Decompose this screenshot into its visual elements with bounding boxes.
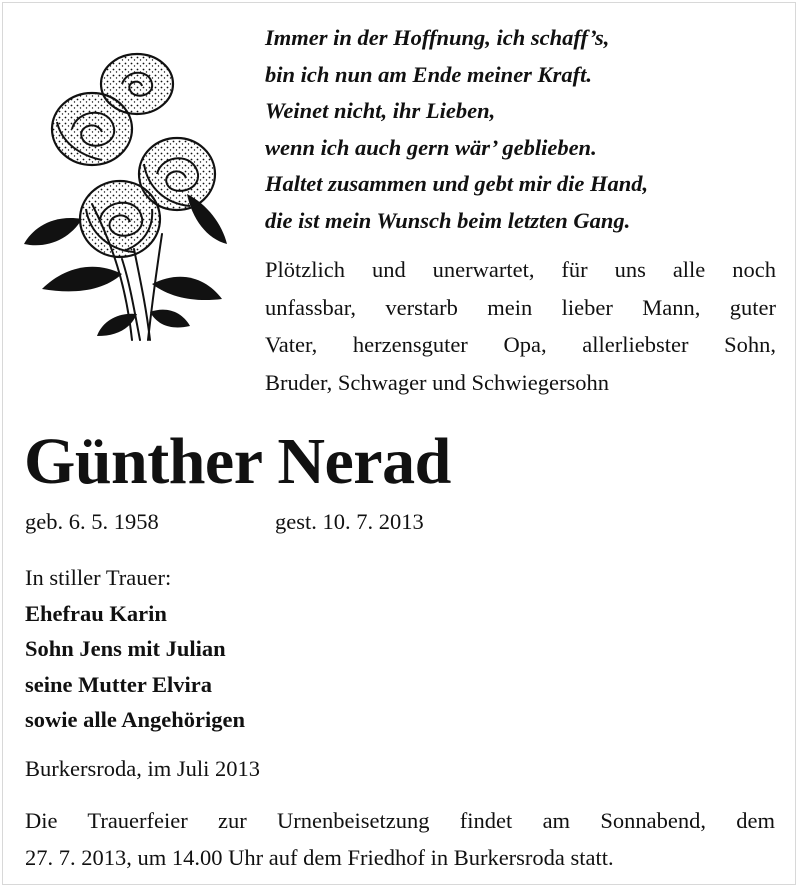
announcement-line: Plötzlich und unerwartet, für uns alle noch xyxy=(265,257,776,282)
poem-line: Immer in der Hoffnung, ich schaff’s, xyxy=(265,25,610,50)
poem-line: Weinet nicht, ihr Lieben, xyxy=(265,98,496,123)
funeral-line: 27. 7. 2013, um 14.00 Uhr auf dem Friedhof in Burkersroda statt. xyxy=(25,844,614,870)
funeral-line: Die Trauerfeier zur Urnenbeisetzung findet am Sonnabend, dem xyxy=(25,808,775,833)
deceased-name: Günther Nerad xyxy=(24,425,451,498)
life-dates xyxy=(25,505,424,539)
roses-bouquet-icon xyxy=(22,44,232,344)
poem-line: wenn ich auch gern wär’ geblieben. xyxy=(265,134,597,160)
birth-date: geb. 6. 5. 1958 xyxy=(25,509,159,534)
mourners-heading: In stiller Trauer: xyxy=(25,565,172,590)
mourner-name: Ehefrau Karin xyxy=(25,600,167,626)
announcement-line: unfassbar, verstarb mein lieber Mann, guter xyxy=(265,294,776,320)
mourner-name: Sohn Jens mit Julian xyxy=(25,636,226,661)
poem-line: die ist mein Wunsch beim letzten Gang. xyxy=(265,207,631,233)
mourners-block xyxy=(25,560,245,738)
mourner-name: sowie alle Angehörigen xyxy=(25,707,245,732)
announcement-text xyxy=(265,251,776,401)
poem xyxy=(265,20,785,239)
poem-line: Haltet zusammen und gebt mir die Hand, xyxy=(265,171,649,196)
place-date: Burkersroda, im Juli 2013 xyxy=(25,756,260,781)
announcement-line: Vater, herzensguter Opa, allerliebster Sohn, xyxy=(265,332,776,357)
mourner-name: seine Mutter Elvira xyxy=(25,671,213,697)
poem-line: bin ich nun am Ende meiner Kraft. xyxy=(265,61,592,87)
death-date: gest. 10. 7. 2013 xyxy=(275,509,424,534)
announcement-line: Bruder, Schwager und Schwiegersohn xyxy=(265,369,610,395)
funeral-info xyxy=(25,803,775,876)
